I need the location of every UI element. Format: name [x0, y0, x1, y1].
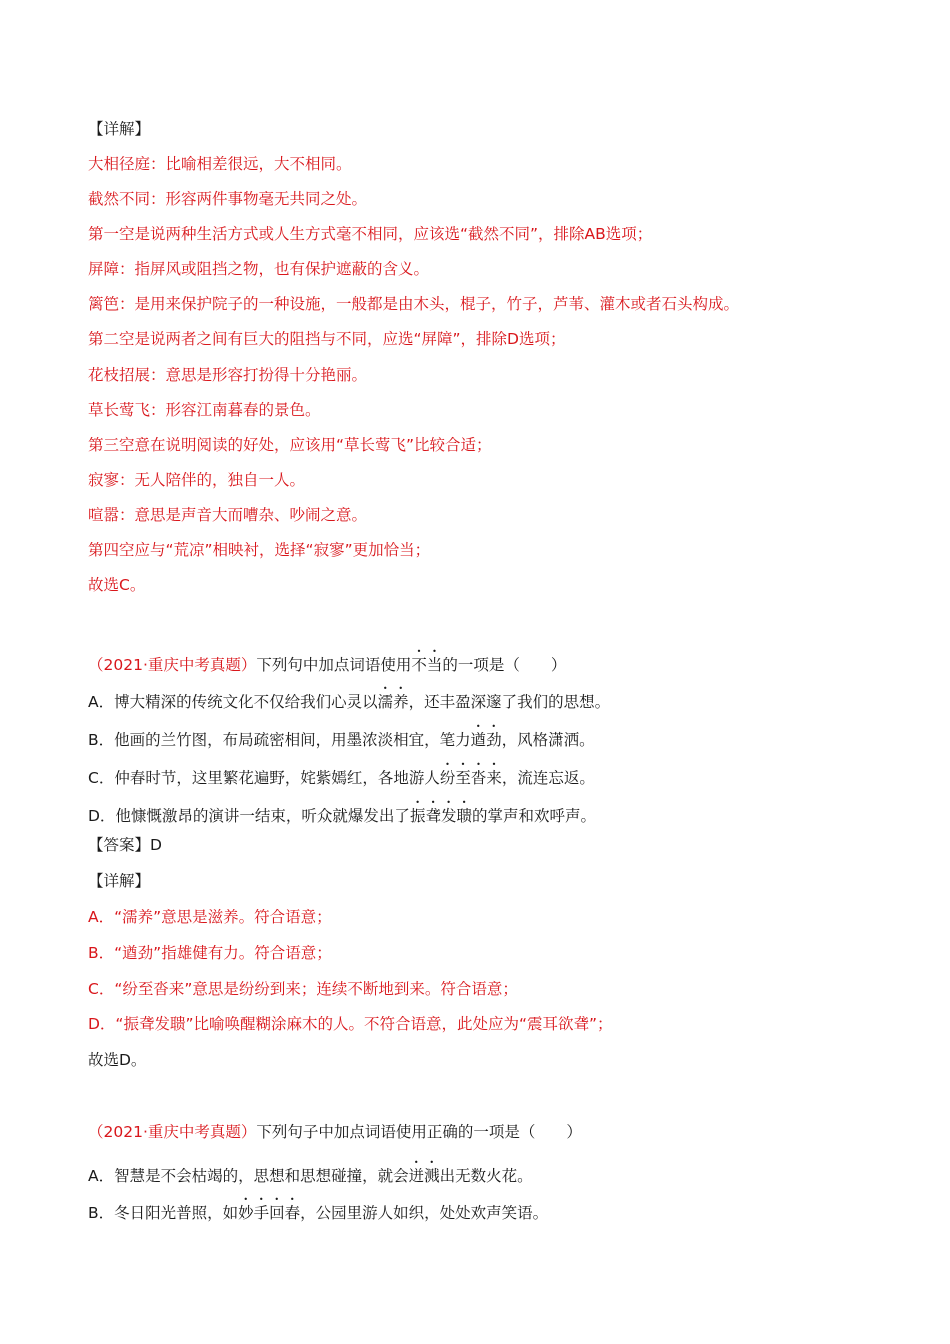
stem-text: 下列句子中加点词语使用正确的一项是（ ）: [256, 1123, 582, 1141]
explanation-conclusion: 故选D。: [88, 1051, 147, 1069]
option-a: [88, 684, 610, 712]
emphasized-word: 濡养: [377, 693, 409, 711]
explanation-line: 第一空是说两种生活方式或人生方式毫不相同，应该选“截然不同”，排除AB选项；: [88, 225, 653, 243]
option-text: D．他慷慨激昂的演讲一结束，听众就爆发出了: [88, 807, 410, 825]
answer-line: [88, 835, 162, 855]
explanation-line: 大相径庭：比喻相差很远，大不相同。: [88, 155, 352, 173]
explanation-conclusion: 故选C。: [88, 576, 146, 594]
explanation-line: A．“濡养”意思是滋养。符合语意；: [88, 908, 332, 926]
explanation-line: 喧嚣：意思是声音大而嘈杂、吵闹之意。: [88, 506, 368, 524]
option-text: B．冬日阳光普照，如: [88, 1204, 239, 1222]
explanation-line: 第三空意在说明阅读的好处，应该用“草长莺飞”比较合适；: [88, 436, 492, 454]
option-d: [88, 798, 596, 826]
question-source: （2021·重庆中考真题）: [88, 656, 257, 674]
option-text: A．智慧是不会枯竭的，思想和思想碰撞，就会: [88, 1167, 409, 1185]
emphasized-word: 不当: [411, 656, 443, 674]
question-stem: [88, 1122, 582, 1142]
question-source: （2021·重庆中考真题）: [88, 1123, 257, 1141]
answer-value: D: [150, 836, 162, 854]
emphasized-word: 妙手回春: [238, 1204, 301, 1222]
option-text: 出无数火花。: [439, 1167, 533, 1185]
explanation-line: 篱笆：是用来保护院子的一种设施，一般都是由木头，棍子，竹子，芦苇、灌木或者石头构成。: [88, 295, 740, 313]
explanation-heading: 【详解】: [88, 872, 151, 890]
emphasized-word: 迸溅: [408, 1167, 440, 1185]
option-text: ，风格潇洒。: [501, 731, 595, 749]
option-text: C．仲春时节，这里繁花遍野，姹紫嫣红，各地游人: [88, 769, 440, 787]
option-text: ，公园里游人如织，处处欢声笑语。: [300, 1204, 549, 1222]
explanation-line: 花枝招展：意思是形容打扮得十分艳丽。: [88, 366, 368, 384]
explanation-line: 草长莺飞：形容江南暮春的景色。: [88, 401, 321, 419]
emphasized-word: 纷至沓来: [439, 769, 502, 787]
explanation-line: C．“纷至沓来”意思是纷纷到来；连续不断地到来。符合语意；: [88, 980, 518, 998]
option-c: [88, 760, 595, 788]
explanation-line: D．“振聋发聩”比喻唤醒糊涂麻木的人。不符合语意，此处应为“震耳欲聋”；: [88, 1015, 613, 1033]
stem-text: 的一项是（ ）: [442, 656, 567, 674]
stem-text: 下列句中加点词语使用: [256, 656, 412, 674]
option-text: B．他画的兰竹图，布局疏密相间，用墨浓淡相宜，笔力: [88, 731, 471, 749]
explanation-heading: 【详解】: [88, 120, 151, 138]
explanation-line: 寂寥：无人陪伴的，独自一人。: [88, 471, 306, 489]
explanation-line: 第四空应与“荒凉”相映衬，选择“寂寥”更加恰当；: [88, 541, 431, 559]
answer-label: 【答案】: [88, 836, 151, 854]
option-a: [88, 1158, 533, 1186]
emphasized-word: 遒劲: [470, 731, 502, 749]
option-text: ，还丰盈深邃了我们的思想。: [408, 693, 611, 711]
option-b: [88, 722, 595, 750]
emphasized-word: 振聋发聩: [409, 807, 472, 825]
explanation-line: 第二空是说两者之间有巨大的阻挡与不同，应选“屏障”，排除D选项；: [88, 330, 566, 348]
explanation-line: 截然不同：形容两件事物毫无共同之处。: [88, 190, 368, 208]
explanation-line: 屏障：指屏风或阻挡之物，也有保护遮蔽的含义。: [88, 260, 430, 278]
option-b: [88, 1195, 548, 1223]
option-text: 的掌声和欢呼声。: [471, 807, 596, 825]
explanation-line: B．“遒劲”指雄健有力。符合语意；: [88, 944, 332, 962]
option-text: A．博大精深的传统文化不仅给我们心灵以: [88, 693, 378, 711]
option-text: ，流连忘返。: [501, 769, 595, 787]
question-stem: [88, 647, 566, 675]
